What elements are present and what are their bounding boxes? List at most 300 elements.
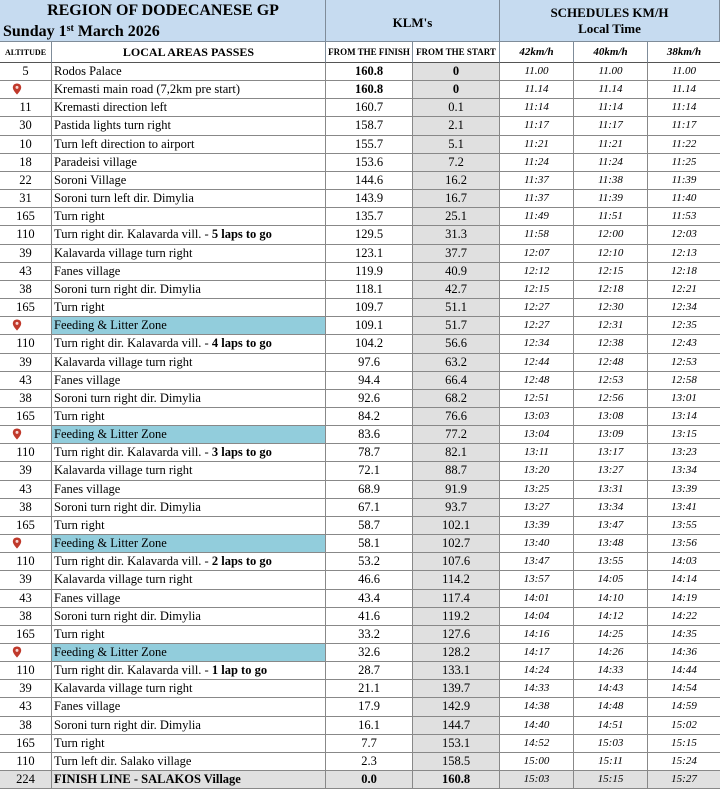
time-38kmh: 12:43 [671, 337, 697, 350]
time-38kmh: 15:24 [671, 754, 697, 767]
km-from-start: 77.2 [413, 426, 500, 443]
table-row [0, 172, 720, 190]
table-row [0, 608, 720, 626]
time-38kmh: 11:40 [671, 192, 697, 205]
time-40kmh: 13:08 [574, 408, 648, 425]
time-38kmh: 13:56 [671, 537, 697, 550]
location-name: Soroni turn right dir. Dimylia [54, 608, 201, 623]
km-from-start: 37.7 [413, 245, 500, 262]
time-38kmh: 13:14 [671, 409, 697, 422]
time-38kmh: 15:15 [671, 736, 697, 749]
time-40kmh: 11:14 [574, 99, 648, 116]
time-42kmh: 13:57 [500, 571, 574, 588]
table-row [0, 680, 720, 698]
time-40kmh: 14:43 [574, 680, 648, 697]
altitude-cell: 10 [0, 136, 52, 153]
table-row [0, 154, 720, 172]
time-38kmh: 12:34 [671, 301, 697, 314]
location-cell [52, 444, 326, 461]
location-cell [52, 117, 326, 134]
time-42kmh: 12:12 [500, 263, 574, 280]
table-row [0, 117, 720, 135]
time-38kmh: 14:03 [671, 555, 697, 568]
location-cell [52, 608, 326, 625]
km-from-finish: 153.6 [326, 154, 413, 171]
km-from-start: 51.7 [413, 317, 500, 334]
col-speed-38: 38km/h [648, 42, 720, 63]
km-from-start: 119.2 [413, 608, 500, 625]
location-cell [52, 644, 326, 661]
altitude-cell: 38 [0, 390, 52, 407]
table-row [0, 190, 720, 208]
location-name: Fanes village [54, 263, 121, 278]
altitude-cell: 31 [0, 190, 52, 207]
col-speed-42: 42km/h [500, 42, 574, 63]
time-42kmh: 11:37 [500, 172, 574, 189]
finish-line-row [0, 771, 720, 789]
altitude-cell: 110 [0, 226, 52, 243]
altitude-cell: 5 [0, 63, 52, 80]
location-cell [52, 317, 326, 334]
altitude-cell: 39 [0, 462, 52, 479]
altitude-cell: 22 [0, 172, 52, 189]
col-from-start: FROM THE START [413, 42, 500, 63]
km-from-start: 91.9 [413, 481, 500, 498]
km-from-finish: 32.6 [326, 644, 413, 661]
km-from-finish: 109.7 [326, 299, 413, 316]
km-from-finish: 160.8 [326, 63, 413, 80]
km-from-finish: 92.6 [326, 390, 413, 407]
km-from-start: 2.1 [413, 117, 500, 134]
time-38kmh: 13:55 [671, 518, 697, 531]
time-40kmh: 11:39 [574, 190, 648, 207]
km-from-start: 63.2 [413, 354, 500, 371]
col-altitude: ALTITUDE [0, 42, 52, 63]
time-38kmh: 11:14 [671, 101, 697, 114]
km-from-start: 102.1 [413, 517, 500, 534]
km-from-start: 102.7 [413, 535, 500, 552]
location-cell [52, 717, 326, 734]
table-row [0, 208, 720, 226]
map-pin-icon [12, 646, 22, 658]
table-row [0, 481, 720, 499]
location-name: Feeding & Litter Zone [54, 645, 167, 659]
feeding-zone-row [0, 426, 720, 444]
time-40kmh: 13:47 [574, 517, 648, 534]
location-cell [52, 190, 326, 207]
time-42kmh: 11:21 [500, 136, 574, 153]
time-42kmh: 14:17 [500, 644, 574, 661]
altitude-cell: 39 [0, 571, 52, 588]
time-40kmh: 12:48 [574, 354, 648, 371]
time-40kmh: 12:56 [574, 390, 648, 407]
location-cell [52, 662, 326, 679]
altitude-cell: 165 [0, 517, 52, 534]
location-cell [52, 680, 326, 697]
altitude-cell: 11 [0, 99, 52, 116]
time-42kmh: 11.14 [500, 81, 574, 98]
race-date-ordinal: st [66, 23, 74, 34]
location-name: Soroni turn right dir. Dimylia [54, 717, 201, 732]
feeding-zone-row [0, 317, 720, 335]
location-cell [52, 553, 326, 570]
altitude-cell: 110 [0, 753, 52, 770]
km-from-start: 153.1 [413, 735, 500, 752]
km-from-finish: 46.6 [326, 571, 413, 588]
time-38kmh: 12:13 [671, 246, 697, 259]
location-name: Turn right [54, 517, 105, 532]
time-42kmh: 13:40 [500, 535, 574, 552]
location-name: Turn right dir. Kalavarda vill. - [54, 663, 212, 678]
location-name: Soroni Village [54, 172, 127, 187]
location-cell [52, 753, 326, 770]
time-38kmh: 14:36 [671, 646, 697, 658]
location-cell [52, 426, 326, 443]
altitude-cell: 165 [0, 299, 52, 316]
km-from-finish: 144.6 [326, 172, 413, 189]
time-40kmh: 13:09 [574, 426, 648, 443]
km-from-finish: 7.7 [326, 735, 413, 752]
klm-header: KLM's [326, 0, 500, 42]
location-name: Turn right [54, 735, 105, 750]
altitude-cell: 39 [0, 354, 52, 371]
altitude-cell: 110 [0, 444, 52, 461]
time-42kmh: 13:04 [500, 426, 574, 443]
location-cell [52, 771, 326, 788]
table-row [0, 245, 720, 263]
time-42kmh: 12:44 [500, 354, 574, 371]
km-from-start: 40.9 [413, 263, 500, 280]
location-cell [52, 626, 326, 643]
time-38kmh: 12:35 [671, 319, 697, 332]
location-name: Fanes village [54, 590, 121, 605]
km-from-finish: 33.2 [326, 626, 413, 643]
location-cell [52, 172, 326, 189]
time-38kmh: 14:44 [671, 664, 697, 677]
feeding-zone-row [0, 644, 720, 662]
km-from-finish: 119.9 [326, 263, 413, 280]
location-name: Kalavarda village turn right [54, 681, 193, 696]
altitude-cell: 165 [0, 208, 52, 225]
km-from-finish: 160.8 [326, 81, 413, 98]
time-42kmh: 11:14 [500, 99, 574, 116]
location-cell [52, 245, 326, 262]
km-from-finish: 104.2 [326, 335, 413, 352]
table-row [0, 717, 720, 735]
km-from-start: 0.1 [413, 99, 500, 116]
altitude-cell: 43 [0, 263, 52, 280]
location-name: Paradeisi village [54, 154, 137, 169]
time-42kmh: 13:20 [500, 462, 574, 479]
location-name: Pastida lights turn right [54, 118, 172, 133]
time-38kmh: 11.14 [672, 83, 696, 96]
location-name: Soroni turn right dir. Dimylia [54, 499, 201, 514]
location-name: Turn right dir. Kalavarda vill. - [54, 227, 212, 242]
time-42kmh: 11.00 [500, 63, 574, 80]
location-name: Feeding & Litter Zone [54, 427, 167, 442]
time-38kmh: 15:02 [671, 718, 697, 731]
time-42kmh: 14:40 [500, 717, 574, 734]
location-cell [52, 281, 326, 298]
km-from-finish: 123.1 [326, 245, 413, 262]
location-cell [52, 735, 326, 752]
altitude-cell: 38 [0, 499, 52, 516]
table-row [0, 517, 720, 535]
km-from-start: 158.5 [413, 753, 500, 770]
km-from-finish: 28.7 [326, 662, 413, 679]
location-name: Feeding & Litter Zone [54, 536, 167, 551]
time-38kmh: 14:22 [671, 609, 697, 622]
altitude-cell: 224 [0, 771, 52, 788]
km-from-finish: 2.3 [326, 753, 413, 770]
km-from-start: 68.2 [413, 390, 500, 407]
location-name: Fanes village [54, 699, 121, 714]
table-row [0, 354, 720, 372]
time-40kmh: 13:31 [574, 481, 648, 498]
location-cell [52, 590, 326, 607]
time-42kmh: 12:15 [500, 281, 574, 298]
col-speed-40: 40km/h [574, 42, 648, 63]
schedules-subtitle: Local Time [578, 21, 641, 36]
time-40kmh: 12:30 [574, 299, 648, 316]
altitude-cell [0, 535, 52, 552]
km-from-start: 0 [413, 63, 500, 80]
location-cell [52, 462, 326, 479]
km-from-start: 7.2 [413, 154, 500, 171]
time-38kmh: 13:34 [671, 464, 697, 477]
time-40kmh: 13:27 [574, 462, 648, 479]
km-from-finish: 158.7 [326, 117, 413, 134]
km-from-start: 25.1 [413, 208, 500, 225]
time-42kmh: 12:07 [500, 245, 574, 262]
location-name: FINISH LINE - SALAKOS Village [54, 772, 241, 787]
table-row [0, 335, 720, 353]
table-row [0, 299, 720, 317]
location-cell [52, 208, 326, 225]
time-38kmh: 12:53 [671, 355, 697, 368]
km-from-start: 66.4 [413, 372, 500, 389]
time-42kmh: 14:16 [500, 626, 574, 643]
time-40kmh: 11:17 [574, 117, 648, 134]
time-42kmh: 12:48 [500, 372, 574, 389]
location-cell [52, 571, 326, 588]
time-42kmh: 11:58 [500, 226, 574, 243]
location-name: Turn right [54, 626, 105, 641]
time-42kmh: 15:03 [500, 771, 574, 788]
time-38kmh: 12:18 [671, 264, 697, 277]
time-40kmh: 15:03 [574, 735, 648, 752]
feeding-zone-row [0, 535, 720, 553]
time-40kmh: 14:25 [574, 626, 648, 643]
time-38kmh: 13:39 [671, 482, 697, 495]
time-40kmh: 12:53 [574, 372, 648, 389]
time-40kmh: 15:15 [574, 771, 648, 788]
table-row [0, 735, 720, 753]
km-from-start: 117.4 [413, 590, 500, 607]
time-38kmh: 11:39 [671, 173, 697, 186]
km-from-finish: 94.4 [326, 372, 413, 389]
table-row [0, 753, 720, 771]
altitude-cell: 39 [0, 680, 52, 697]
time-40kmh: 12:31 [574, 317, 648, 334]
time-38kmh: 11:25 [671, 155, 697, 168]
km-from-finish: 78.7 [326, 444, 413, 461]
location-name: Turn right dir. Kalavarda vill. - [54, 554, 212, 569]
table-row [0, 698, 720, 716]
location-cell [52, 499, 326, 516]
location-cell [52, 481, 326, 498]
km-from-finish: 160.7 [326, 99, 413, 116]
location-name: Kalavarda village turn right [54, 245, 193, 260]
altitude-cell [0, 317, 52, 334]
time-38kmh: 11:17 [671, 119, 697, 132]
time-42kmh: 14:52 [500, 735, 574, 752]
km-from-start: 139.7 [413, 680, 500, 697]
altitude-cell: 165 [0, 626, 52, 643]
location-name: Fanes village [54, 372, 121, 387]
time-42kmh: 11:49 [500, 208, 574, 225]
time-38kmh: 11:22 [671, 137, 697, 150]
race-date-suffix: March 2026 [73, 23, 160, 40]
km-from-finish: 0.0 [326, 771, 413, 788]
time-40kmh: 14:33 [574, 662, 648, 679]
km-from-finish: 155.7 [326, 136, 413, 153]
time-38kmh: 11.00 [672, 65, 696, 77]
altitude-cell: 38 [0, 717, 52, 734]
location-cell [52, 408, 326, 425]
km-from-start: 144.7 [413, 717, 500, 734]
time-38kmh: 14:14 [671, 573, 697, 586]
time-42kmh: 14:38 [500, 698, 574, 715]
table-row [0, 408, 720, 426]
time-42kmh: 12:34 [500, 335, 574, 352]
time-38kmh: 13:23 [671, 446, 697, 459]
location-cell [52, 154, 326, 171]
col-local-areas: LOCAL AREAS PASSES [52, 42, 326, 63]
location-name: Soroni turn left dir. Dimylia [54, 191, 194, 206]
table-row [0, 136, 720, 154]
km-from-finish: 16.1 [326, 717, 413, 734]
table-row [0, 81, 720, 99]
location-cell [52, 81, 326, 98]
table-row [0, 553, 720, 571]
time-42kmh: 13:47 [500, 553, 574, 570]
location-cell [52, 354, 326, 371]
km-from-finish: 68.9 [326, 481, 413, 498]
time-38kmh: 14:19 [671, 591, 697, 604]
time-42kmh: 13:11 [500, 444, 574, 461]
location-name: Kalavarda village turn right [54, 463, 193, 478]
time-38kmh: 12:03 [671, 228, 697, 241]
table-row [0, 462, 720, 480]
time-38kmh: 15:27 [648, 771, 720, 788]
time-40kmh: 14:26 [574, 644, 648, 661]
time-40kmh: 13:34 [574, 499, 648, 516]
altitude-cell: 165 [0, 735, 52, 752]
km-from-finish: 41.6 [326, 608, 413, 625]
table-row [0, 63, 720, 81]
time-40kmh: 12:38 [574, 335, 648, 352]
time-42kmh: 14:04 [500, 608, 574, 625]
time-40kmh: 14:48 [574, 698, 648, 715]
location-cell [52, 372, 326, 389]
time-38kmh: 13:01 [671, 391, 697, 404]
table-row [0, 590, 720, 608]
km-from-finish: 143.9 [326, 190, 413, 207]
altitude-cell: 110 [0, 553, 52, 570]
location-name: Kalavarda village turn right [54, 572, 193, 587]
altitude-cell: 165 [0, 408, 52, 425]
km-from-finish: 21.1 [326, 680, 413, 697]
time-42kmh: 14:24 [500, 662, 574, 679]
km-from-finish: 97.6 [326, 354, 413, 371]
km-from-start: 42.7 [413, 281, 500, 298]
location-name: Turn right [54, 300, 105, 315]
time-42kmh: 14:01 [500, 590, 574, 607]
time-42kmh: 11:37 [500, 190, 574, 207]
time-40kmh: 11:21 [574, 136, 648, 153]
km-from-start: 128.2 [413, 644, 500, 661]
table-row [0, 444, 720, 462]
km-from-finish: 67.1 [326, 499, 413, 516]
schedule-table-body [0, 63, 720, 789]
time-40kmh: 13:55 [574, 553, 648, 570]
altitude-cell: 43 [0, 590, 52, 607]
time-42kmh: 12:51 [500, 390, 574, 407]
km-from-start: 51.1 [413, 299, 500, 316]
km-from-start: 88.7 [413, 462, 500, 479]
time-42kmh: 14:33 [500, 680, 574, 697]
laps-to-go: 4 laps to go [211, 336, 272, 351]
time-38kmh: 14:35 [671, 627, 697, 640]
table-row [0, 571, 720, 589]
time-40kmh: 12:00 [574, 226, 648, 243]
location-cell [52, 99, 326, 116]
time-42kmh: 13:39 [500, 517, 574, 534]
altitude-cell: 110 [0, 662, 52, 679]
laps-to-go: 2 laps to go [211, 554, 272, 569]
table-row [0, 390, 720, 408]
map-pin-icon [12, 83, 22, 95]
time-40kmh: 14:05 [574, 571, 648, 588]
race-date-prefix: Sunday 1 [3, 23, 67, 40]
table-row [0, 372, 720, 390]
km-from-finish: 58.1 [326, 535, 413, 552]
time-38kmh: 12:58 [671, 373, 697, 386]
table-row [0, 99, 720, 117]
time-38kmh: 13:15 [671, 428, 697, 441]
time-40kmh: 12:18 [574, 281, 648, 298]
time-40kmh: 14:51 [574, 717, 648, 734]
time-40kmh: 12:15 [574, 263, 648, 280]
km-from-start: 76.6 [413, 408, 500, 425]
km-from-finish: 83.6 [326, 426, 413, 443]
map-pin-icon [12, 428, 22, 440]
table-row [0, 226, 720, 244]
location-cell [52, 517, 326, 534]
time-40kmh: 11.14 [574, 81, 648, 98]
time-42kmh: 13:27 [500, 499, 574, 516]
location-cell [52, 698, 326, 715]
location-cell [52, 136, 326, 153]
location-name: Turn right [54, 209, 105, 224]
km-from-finish: 53.2 [326, 553, 413, 570]
km-from-finish: 72.1 [326, 462, 413, 479]
altitude-cell: 43 [0, 481, 52, 498]
time-42kmh: 12:27 [500, 299, 574, 316]
time-42kmh: 11:17 [500, 117, 574, 134]
km-from-finish: 109.1 [326, 317, 413, 334]
